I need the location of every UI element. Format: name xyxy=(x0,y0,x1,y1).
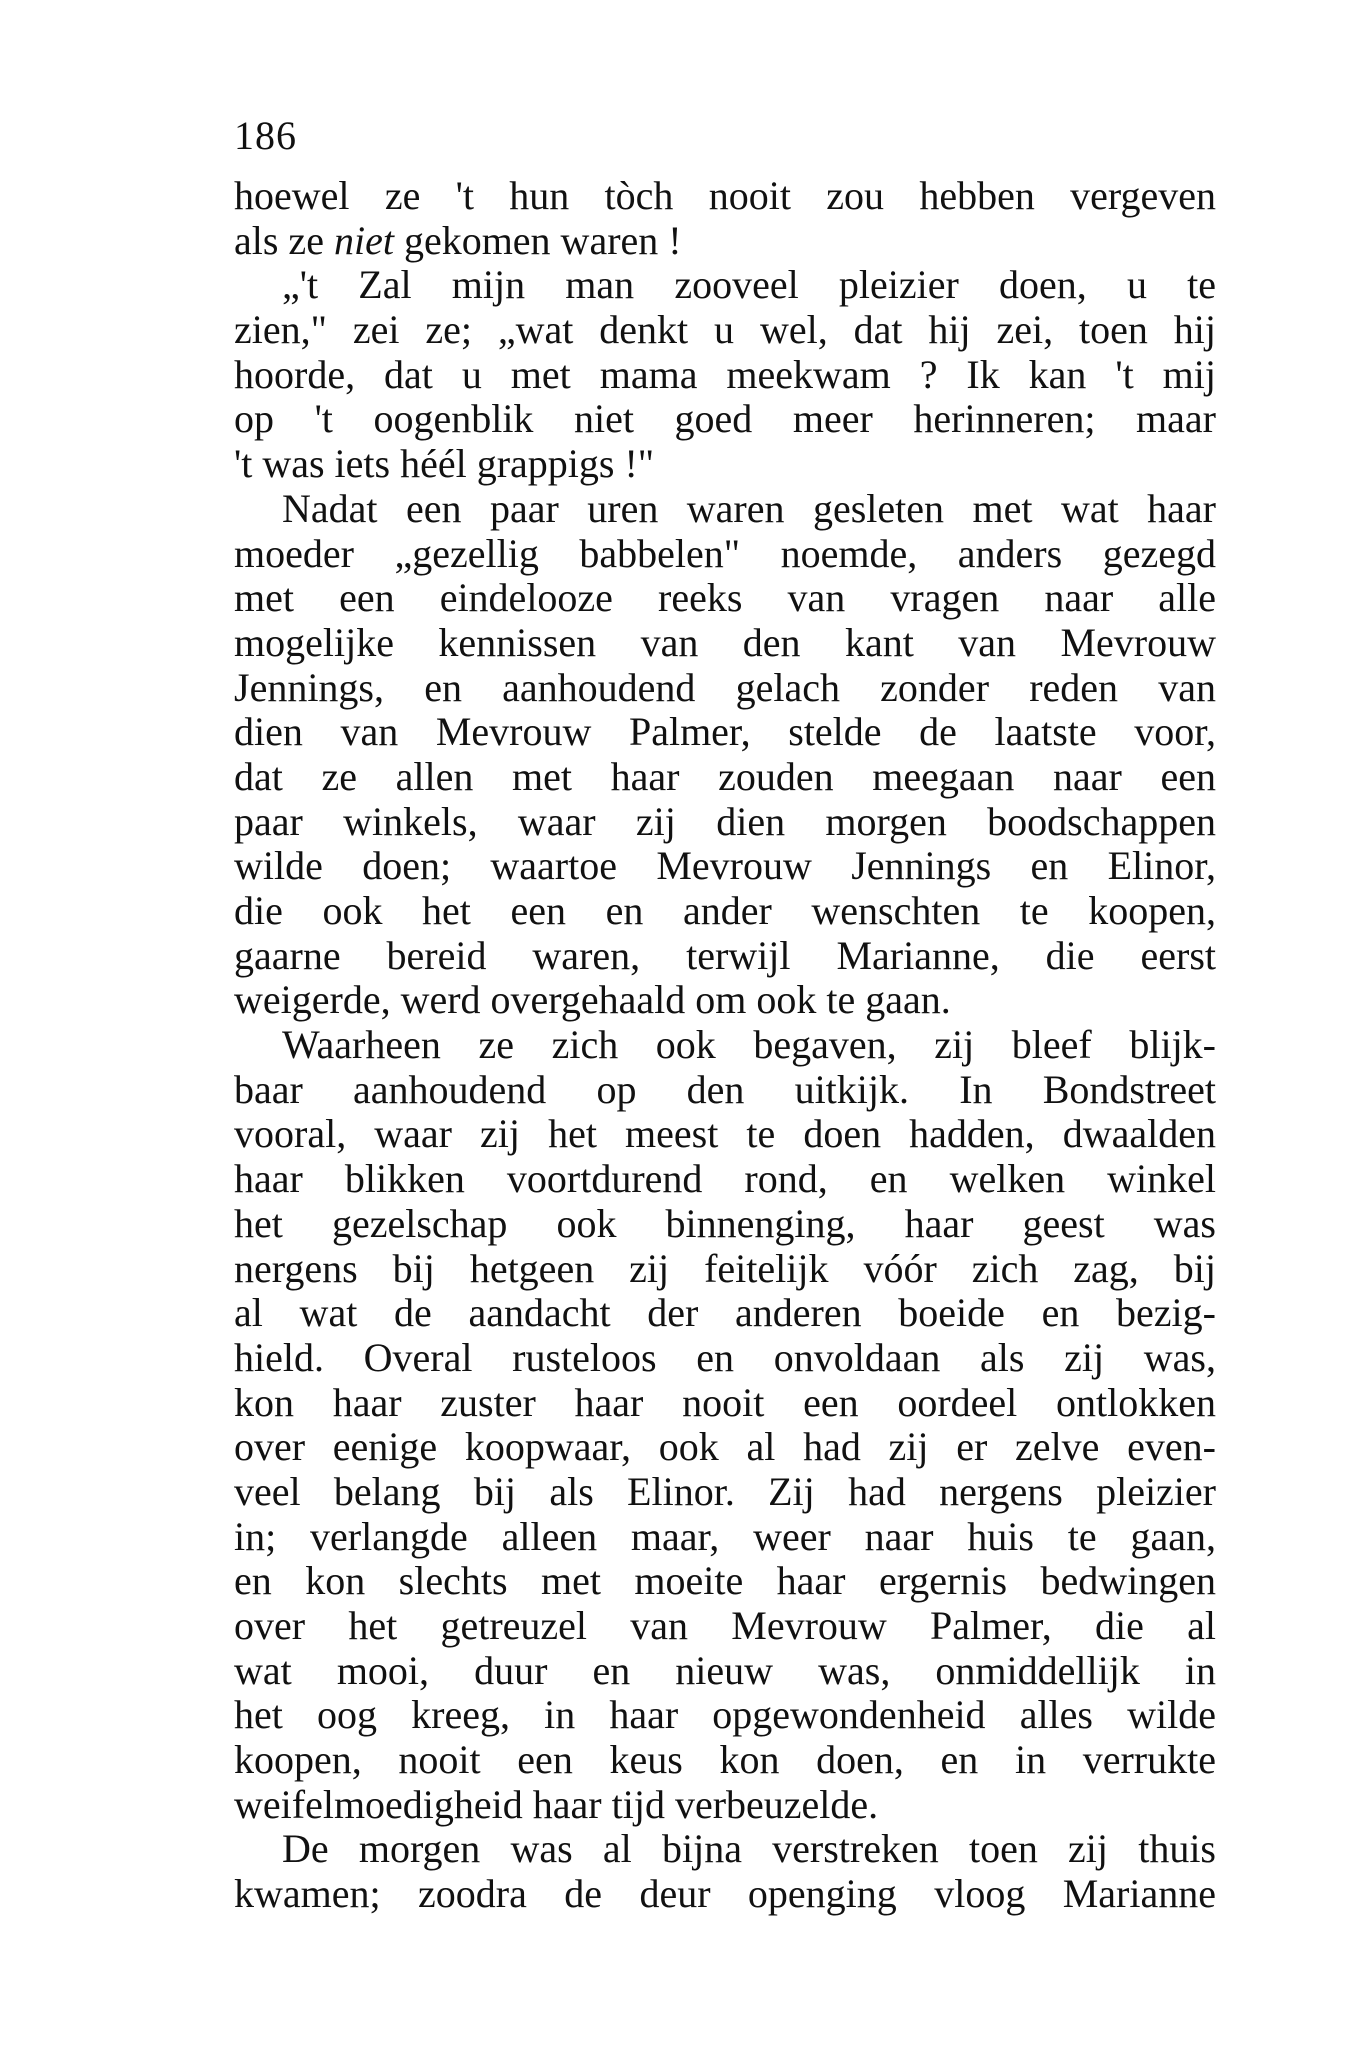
text-line: dat ze allen met haar zouden meegaan naar een xyxy=(234,753,1216,799)
text-line: nergens bij hetgeen zij feitelijk vóór zich zag, bij xyxy=(234,1245,1216,1291)
text-line: vooral, waar zij het meest te doen hadden, dwaalden xyxy=(234,1111,1216,1157)
text-line: over het getreuzel van Mevrouw Palmer, die al xyxy=(234,1603,1216,1648)
emphasized-word: niet xyxy=(333,217,394,263)
text-line: wat mooi, duur en nieuw was, onmiddellijk in xyxy=(234,1647,1216,1693)
text-line: hield. Overal rusteloos en onvoldaan als zij was, xyxy=(234,1334,1216,1380)
text-line: 't was iets héél grappigs !" xyxy=(234,441,655,487)
text-line: het gezelschap ook binnenging, haar geest was xyxy=(234,1200,1216,1246)
text-line: moeder „gezellig babbelen" noemde, anders gezegd xyxy=(234,530,1216,576)
text-line: met een eindelooze reeks van vragen naar alle xyxy=(234,575,1216,621)
page-number: 186 xyxy=(234,113,297,158)
text-line: hoorde, dat u met mama meekwam ? Ik kan 't mij xyxy=(234,351,1216,397)
text-line: weigerde, werd overgehaald om ook te gaan. xyxy=(234,977,951,1023)
text-line: „'t Zal mijn man zooveel pleizier doen, u te xyxy=(282,262,1216,308)
text-line: al wat de aandacht der anderen boeide en bezig- xyxy=(234,1290,1216,1336)
text-line: gaarne bereid waren, terwijl Marianne, die eerst xyxy=(234,932,1216,978)
text-line: kon haar zuster haar nooit een oordeel ontlokken xyxy=(234,1379,1216,1425)
text-line: het oog kreeg, in haar opgewondenheid alles wilde xyxy=(234,1692,1216,1738)
text-line: op 't oogenblik niet goed meer herinneren; maar xyxy=(234,396,1216,442)
text-line: en kon slechts met moeite haar ergernis bedwingen xyxy=(234,1558,1216,1604)
text-line: zien," zei ze; „wat denkt u wel, dat hij zei, toen hij xyxy=(234,307,1216,353)
text-line: weifelmoedigheid haar tijd verbeuzelde. xyxy=(234,1781,879,1827)
text-line: kwamen; zoodra de deur openging vloog Marianne xyxy=(234,1871,1216,1917)
text-line: baar aanhoudend op den uitkijk. In Bondstreet xyxy=(234,1066,1216,1112)
text-line: De morgen was al bijna verstreken toen zij thuis xyxy=(282,1826,1216,1872)
text-line xyxy=(234,219,1216,264)
body-text xyxy=(234,174,1216,1917)
text-line: die ook het een en ander wenschten te koopen, xyxy=(234,888,1216,933)
text-line: Nadat een paar uren waren gesleten met wat haar xyxy=(282,485,1216,531)
text-line: dien van Mevrouw Palmer, stelde de laatste voor, xyxy=(234,709,1216,755)
text-line: veel belang bij als Elinor. Zij had nergens pleizier xyxy=(234,1468,1216,1514)
text-line: in; verlangde alleen maar, weer naar huis te gaan, xyxy=(234,1513,1216,1559)
text-line-part: als ze xyxy=(234,217,334,263)
text-line: koopen, nooit een keus kon doen, en in verrukte xyxy=(234,1737,1216,1783)
text-line: mogelijke kennissen van den kant van Mevrouw xyxy=(234,619,1216,665)
text-line: haar blikken voortdurend rond, en welken winkel xyxy=(234,1156,1216,1202)
text-line: Jennings, en aanhoudend gelach zonder reden van xyxy=(234,664,1216,710)
text-line: hoewel ze 't hun tòch nooit zou hebben vergeven xyxy=(234,173,1216,218)
text-line: paar winkels, waar zij dien morgen boodschappen xyxy=(234,798,1216,844)
text-line: over eenige koopwaar, ook al had zij er zelve even- xyxy=(234,1424,1216,1470)
text-line: Waarheen ze zich ook begaven, zij bleef blijk- xyxy=(282,1022,1216,1068)
text-line-part: gekomen waren ! xyxy=(393,217,682,263)
text-line: wilde doen; waartoe Mevrouw Jennings en Elinor, xyxy=(234,843,1216,889)
